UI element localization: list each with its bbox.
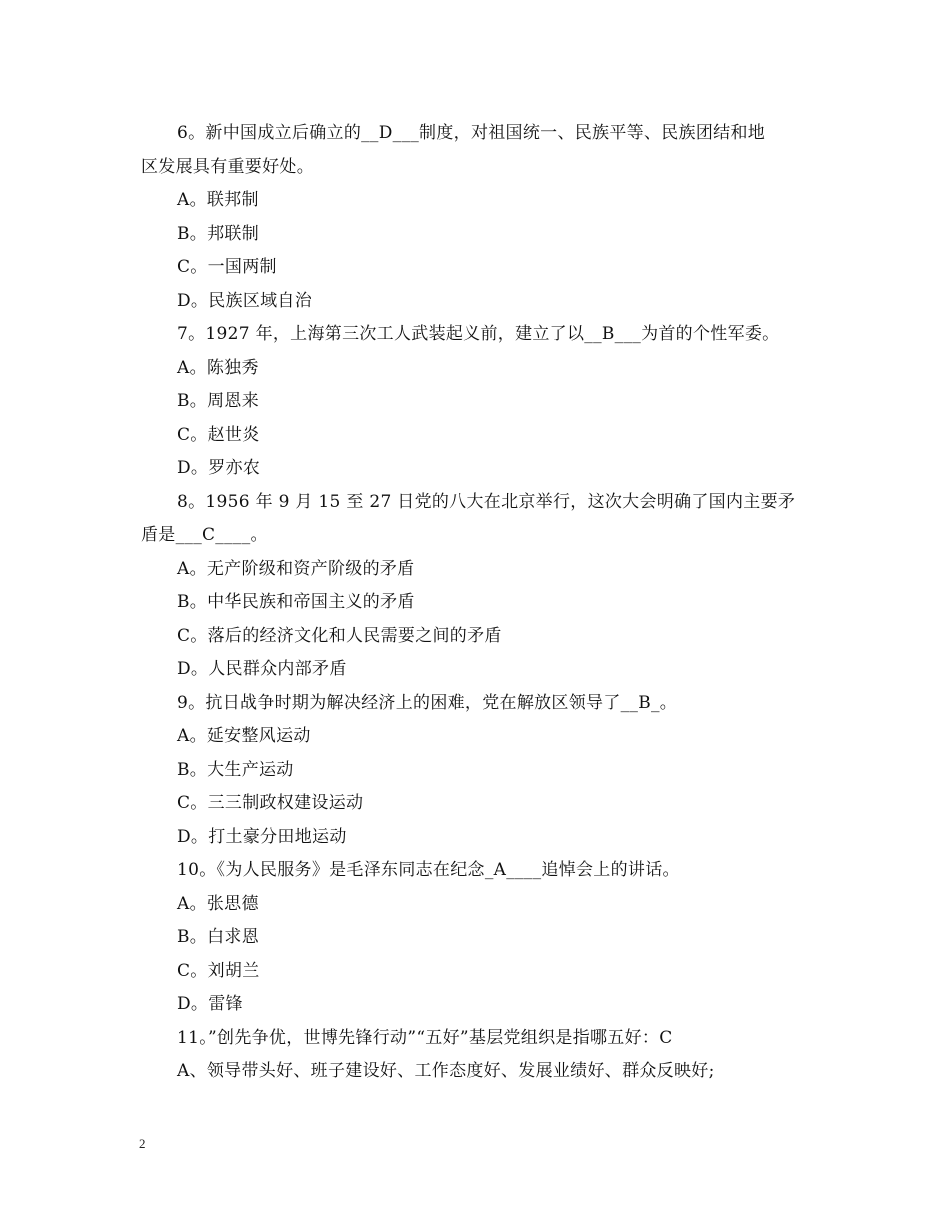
question-7-option-c: C。赵世炎 (177, 424, 260, 445)
question-10-stem: 10。《为人民服务》是毛泽东同志在纪念_A____追悼会上的讲话。 (177, 860, 680, 880)
question-7-option-a: A。陈独秀 (177, 357, 259, 378)
question-7-option-b: B。周恩来 (177, 391, 259, 411)
question-6-option-d: D。民族区域自治 (177, 290, 313, 311)
question-8-option-d: D。人民群众内部矛盾 (177, 659, 347, 679)
question-6-stem-line-1: 6。新中国成立后确立的__D___制度，对祖国统一、民族平等、民族团结和地 (177, 123, 766, 143)
question-8-option-b: B。中华民族和帝国主义的矛盾 (177, 592, 415, 612)
page-number: 2 (139, 1136, 146, 1151)
question-11-option-a: A、领导带头好、班子建设好、工作态度好、发展业绩好、群众反映好; (177, 1061, 715, 1081)
document-body (141, 117, 821, 1089)
question-10-option-c: C。刘胡兰 (177, 960, 260, 981)
question-9-option-b: B。大生产运动 (177, 759, 294, 780)
question-6-option-c: C。一国两制 (177, 257, 277, 277)
question-10-option-d: D。雷锋 (177, 994, 243, 1014)
question-9-option-a: A。延安整风运动 (177, 726, 311, 746)
question-7-option-d: D。罗亦农 (177, 458, 261, 478)
question-8-stem-line-1: 8。1956 年 9 月 15 至 27 日党的八大在北京举行，这次大会明确了国内主要矛 (177, 491, 796, 512)
question-11-stem: 11。”创先争优，世博先锋行动”“五好”基层党组织是指哪五好：C (177, 1027, 673, 1048)
question-9-option-d: D。打土豪分田地运动 (177, 826, 347, 847)
question-10-option-a: A。张思德 (177, 893, 259, 914)
question-10-option-b: B。白求恩 (177, 927, 259, 947)
question-7-stem: 7。1927 年，上海第三次工人武装起义前，建立了以__B___为首的个性军委。 (177, 324, 780, 344)
question-6-stem-line-2: 区发展具有重要好处。 (141, 156, 314, 177)
question-9-stem: 9。抗日战争时期为解决经济上的困难，党在解放区领导了__B_。 (177, 692, 678, 713)
question-6-option-a: A。联邦制 (177, 190, 259, 210)
question-8-stem-line-2: 盾是___C____。 (141, 525, 268, 545)
question-9-option-c: C。三三制政权建设运动 (177, 793, 364, 813)
question-8-option-a: A。无产阶级和资产阶级的矛盾 (177, 558, 415, 579)
question-6-option-b: B。邦联制 (177, 223, 259, 244)
question-8-option-c: C。落后的经济文化和人民需要之间的矛盾 (177, 625, 502, 646)
